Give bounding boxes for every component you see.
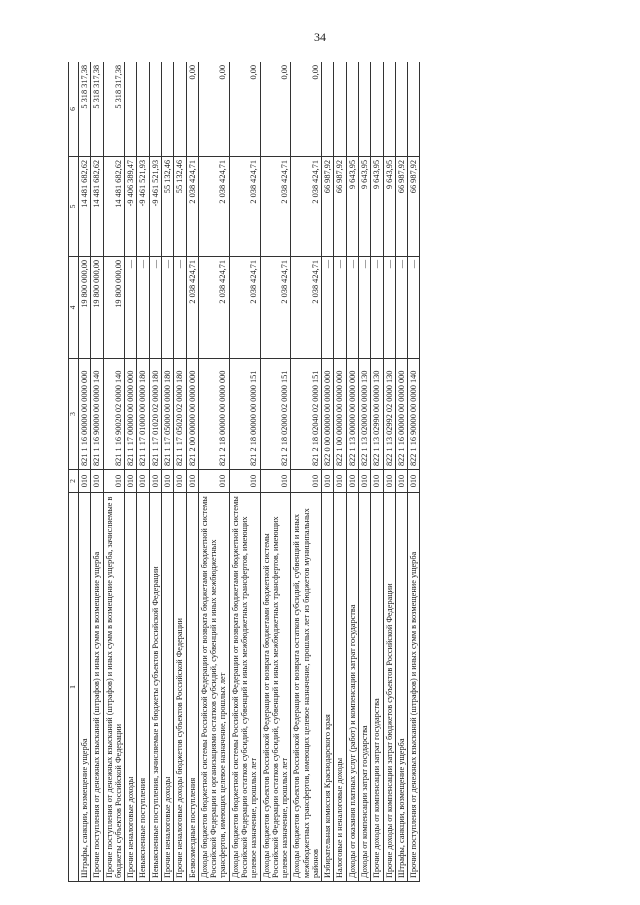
row-approved-amount-cell: — [346, 257, 358, 359]
budget-revenue-table [68, 62, 420, 882]
page-number: 34 [314, 30, 326, 44]
table-row [229, 62, 260, 882]
row-unexecuted-amount-cell [346, 62, 358, 157]
row-budget-code-cell: 821 2 18 02040 02 0000 151 [291, 359, 322, 470]
row-approved-amount-cell: 2 038 424,71 [260, 257, 291, 359]
row-approved-amount-cell: — [383, 257, 395, 359]
column-header: 1 [69, 493, 79, 882]
table-row [371, 62, 383, 882]
table-row [137, 62, 149, 882]
row-admin-code-cell: 010 [103, 470, 125, 493]
row-executed-amount-cell: 55 132,46 [174, 157, 186, 257]
row-budget-code-cell: 821 1 17 00000 00 0000 000 [125, 359, 137, 470]
row-executed-amount-cell: 2 038 424,71 [229, 157, 260, 257]
row-budget-code-cell: 821 1 16 90000 00 0000 140 [91, 359, 103, 470]
row-executed-amount-cell: 66 987,92 [395, 157, 407, 257]
row-name-cell: Невыясненные поступления, зачисляемые в бюджеты субъектов Российской Федерации [149, 493, 161, 882]
row-budget-code-cell: 821 1 17 01020 02 0000 180 [149, 359, 161, 470]
row-approved-amount-cell: — [322, 257, 334, 359]
row-unexecuted-amount-cell: 5 318 317,38 [103, 62, 125, 157]
column-number-row [69, 62, 79, 882]
row-budget-code-cell: 821 1 17 01000 00 0000 180 [137, 359, 149, 470]
row-executed-amount-cell: 2 038 424,71 [186, 157, 198, 257]
row-name-cell: Невыясненные поступления [137, 493, 149, 882]
table-row [174, 62, 186, 882]
row-executed-amount-cell: 9 643,95 [371, 157, 383, 257]
row-budget-code-cell: 822 1 13 02000 00 0000 130 [359, 359, 371, 470]
row-budget-code-cell: 822 1 13 02992 02 0000 130 [383, 359, 395, 470]
row-unexecuted-amount-cell: 0,00 [186, 62, 198, 157]
row-admin-code-cell: 010 [371, 470, 383, 493]
table-row [79, 62, 91, 882]
table-row [291, 62, 322, 882]
row-admin-code-cell: 010 [334, 470, 346, 493]
table-row [395, 62, 407, 882]
row-budget-code-cell: 821 2 18 02000 02 0000 151 [260, 359, 291, 470]
row-executed-amount-cell: 14 481 682,62 [103, 157, 125, 257]
row-name-cell: Доходы бюджетов бюджетной системы Российской Федерации от возврата бюджетами бюджетной системы Российской Федерации и организациями остатков субсидий, субвенций и иных межбюджетных трансфертов, имеющих целевое назначение, прошлых лет [198, 493, 229, 882]
table-row [322, 62, 334, 882]
column-header: 6 [69, 62, 79, 157]
table-row [260, 62, 291, 882]
row-unexecuted-amount-cell: 5 318 317,38 [79, 62, 91, 157]
row-admin-code-cell: 010 [291, 470, 322, 493]
row-executed-amount-cell: 2 038 424,71 [260, 157, 291, 257]
table-row [91, 62, 103, 882]
table-row [186, 62, 198, 882]
row-budget-code-cell: 822 0 00 00000 00 0000 000 [322, 359, 334, 470]
row-unexecuted-amount-cell [383, 62, 395, 157]
row-unexecuted-amount-cell [322, 62, 334, 157]
table-row [383, 62, 395, 882]
column-header: 5 [69, 157, 79, 257]
table-row [103, 62, 125, 882]
row-admin-code-cell: 010 [260, 470, 291, 493]
row-unexecuted-amount-cell [137, 62, 149, 157]
row-admin-code-cell: 010 [359, 470, 371, 493]
row-executed-amount-cell: 55 132,46 [161, 157, 173, 257]
column-header: 3 [69, 359, 79, 470]
table-row [161, 62, 173, 882]
table-row [198, 62, 229, 882]
row-budget-code-cell: 822 1 00 00000 00 0000 000 [334, 359, 346, 470]
row-executed-amount-cell: 9 643,95 [359, 157, 371, 257]
row-budget-code-cell: 821 1 17 05020 02 0000 180 [174, 359, 186, 470]
row-approved-amount-cell: 19 800 000,00 [79, 257, 91, 359]
row-unexecuted-amount-cell: 0,00 [260, 62, 291, 157]
row-executed-amount-cell: 66 987,92 [334, 157, 346, 257]
row-name-cell: Доходы от компенсации затрат государства [359, 493, 371, 882]
row-admin-code-cell: 010 [229, 470, 260, 493]
row-name-cell: Прочие неналоговые доходы [161, 493, 173, 882]
row-name-cell: Прочие неналоговые доходы бюджетов субъектов Российской Федерации [174, 493, 186, 882]
row-executed-amount-cell: 9 643,95 [346, 157, 358, 257]
table-body [79, 62, 420, 882]
row-approved-amount-cell: — [161, 257, 173, 359]
table-row [149, 62, 161, 882]
row-name-cell: Доходы бюджетов бюджетной системы Российской Федерации от возврата бюджетами бюджетной системы Российской Федерации остатков субсидий, субвенций и иных межбюджетных трансфертов, имеющих целевое назначение, прошлых лет [229, 493, 260, 882]
row-name-cell: Прочие поступления от денежных взысканий (штрафов) и иных сумм в возмещение ущерба [91, 493, 103, 882]
row-name-cell: Прочие неналоговые доходы [125, 493, 137, 882]
row-executed-amount-cell: 14 481 682,62 [79, 157, 91, 257]
row-admin-code-cell: 010 [198, 470, 229, 493]
table-row [408, 62, 420, 882]
row-budget-code-cell: 822 1 13 00000 00 0000 000 [346, 359, 358, 470]
row-budget-code-cell: 821 1 16 90020 02 0000 140 [103, 359, 125, 470]
row-budget-code-cell: 821 1 17 05000 00 0000 180 [161, 359, 173, 470]
row-approved-amount-cell: 19 800 000,00 [91, 257, 103, 359]
table-row [359, 62, 371, 882]
row-executed-amount-cell: 2 038 424,71 [291, 157, 322, 257]
row-approved-amount-cell: 2 038 424,71 [198, 257, 229, 359]
row-executed-amount-cell: 9 643,95 [383, 157, 395, 257]
row-admin-code-cell: 010 [186, 470, 198, 493]
row-unexecuted-amount-cell: 0,00 [291, 62, 322, 157]
row-admin-code-cell: 010 [322, 470, 334, 493]
row-executed-amount-cell: 66 987,92 [408, 157, 420, 257]
table-row [125, 62, 137, 882]
row-approved-amount-cell: — [359, 257, 371, 359]
row-budget-code-cell: 821 1 16 00000 00 0000 000 [79, 359, 91, 470]
row-name-cell: Доходы от оказания платных услуг (работ) и компенсации затрат государства [346, 493, 358, 882]
row-approved-amount-cell: 19 800 000,00 [103, 257, 125, 359]
row-unexecuted-amount-cell [125, 62, 137, 157]
row-budget-code-cell: 822 1 16 90000 00 0000 140 [408, 359, 420, 470]
row-name-cell: Безвозмездные поступления [186, 493, 198, 882]
row-approved-amount-cell: — [125, 257, 137, 359]
row-name-cell: Штрафы, санкции, возмещение ущерба [395, 493, 407, 882]
row-approved-amount-cell: — [334, 257, 346, 359]
row-approved-amount-cell: — [137, 257, 149, 359]
table-row [334, 62, 346, 882]
row-approved-amount-cell: — [174, 257, 186, 359]
row-unexecuted-amount-cell [334, 62, 346, 157]
column-header: 4 [69, 257, 79, 359]
row-budget-code-cell: 821 2 18 00000 00 0000 000 [198, 359, 229, 470]
rotated-table-area [68, 62, 608, 882]
row-name-cell: Избирательная комиссия Краснодарского края [322, 493, 334, 882]
row-name-cell: Прочие доходы от компенсации затрат государства [371, 493, 383, 882]
column-header: 2 [69, 470, 79, 493]
row-unexecuted-amount-cell [161, 62, 173, 157]
row-executed-amount-cell: 14 481 682,62 [91, 157, 103, 257]
row-unexecuted-amount-cell: 5 318 317,38 [91, 62, 103, 157]
row-approved-amount-cell: — [395, 257, 407, 359]
row-approved-amount-cell: — [149, 257, 161, 359]
row-admin-code-cell: 010 [395, 470, 407, 493]
row-admin-code-cell: 010 [383, 470, 395, 493]
row-unexecuted-amount-cell [174, 62, 186, 157]
rotated-page-content [68, 62, 608, 882]
row-name-cell: Доходы бюджетов субъектов Российской Федерации от возврата бюджетами бюджетной системы Российской Федерации остатков субсидий, субвенций и иных межбюджетных трансфертов, имеющих целевое назначение, прошлых лет [260, 493, 291, 882]
row-approved-amount-cell: — [371, 257, 383, 359]
row-executed-amount-cell: -9 461 521,93 [137, 157, 149, 257]
row-admin-code-cell: 010 [161, 470, 173, 493]
row-executed-amount-cell: -9 461 521,93 [149, 157, 161, 257]
row-admin-code-cell: 010 [79, 470, 91, 493]
row-approved-amount-cell: 2 038 424,71 [186, 257, 198, 359]
row-unexecuted-amount-cell [395, 62, 407, 157]
row-executed-amount-cell: 2 038 424,71 [198, 157, 229, 257]
row-name-cell: Прочие поступления от денежных взысканий (штрафов) и иных сумм в возмещение ущерба [408, 493, 420, 882]
row-admin-code-cell: 010 [149, 470, 161, 493]
row-name-cell: Штрафы, санкции, возмещение ущерба [79, 493, 91, 882]
row-unexecuted-amount-cell [408, 62, 420, 157]
row-executed-amount-cell: -9 406 389,47 [125, 157, 137, 257]
row-budget-code-cell: 821 2 18 00000 00 0000 151 [229, 359, 260, 470]
row-name-cell: Налоговые и неналоговые доходы [334, 493, 346, 882]
row-unexecuted-amount-cell: 0,00 [198, 62, 229, 157]
row-name-cell: Прочие доходы от компенсации затрат бюджетов субъектов Российской Федерации [383, 493, 395, 882]
row-unexecuted-amount-cell [371, 62, 383, 157]
row-unexecuted-amount-cell [149, 62, 161, 157]
row-admin-code-cell: 010 [174, 470, 186, 493]
row-approved-amount-cell: — [408, 257, 420, 359]
row-name-cell: Прочие поступления от денежных взысканий (штрафов) и иных сумм в возмещение ущерба, зачисляемые в бюджеты субъектов Российской Федерации [103, 493, 125, 882]
row-admin-code-cell: 010 [91, 470, 103, 493]
row-executed-amount-cell: 66 987,92 [322, 157, 334, 257]
row-unexecuted-amount-cell [359, 62, 371, 157]
row-admin-code-cell: 010 [125, 470, 137, 493]
table-row [346, 62, 358, 882]
row-budget-code-cell: 822 1 13 02990 00 0000 130 [371, 359, 383, 470]
row-admin-code-cell: 010 [408, 470, 420, 493]
row-admin-code-cell: 010 [137, 470, 149, 493]
row-admin-code-cell: 010 [346, 470, 358, 493]
row-unexecuted-amount-cell: 0,00 [229, 62, 260, 157]
row-name-cell: Доходы бюджетов субъектов Российской Федерации от возврата остатков субсидий, субвенций и иных межбюджетных трансфертов, имеющих целевое назначение, прошлых лет из бюджетов муниципальных районов [291, 493, 322, 882]
row-budget-code-cell: 821 2 00 00000 00 0000 000 [186, 359, 198, 470]
row-approved-amount-cell: 2 038 424,71 [229, 257, 260, 359]
row-approved-amount-cell: 2 038 424,71 [291, 257, 322, 359]
row-budget-code-cell: 822 1 16 00000 00 0000 000 [395, 359, 407, 470]
